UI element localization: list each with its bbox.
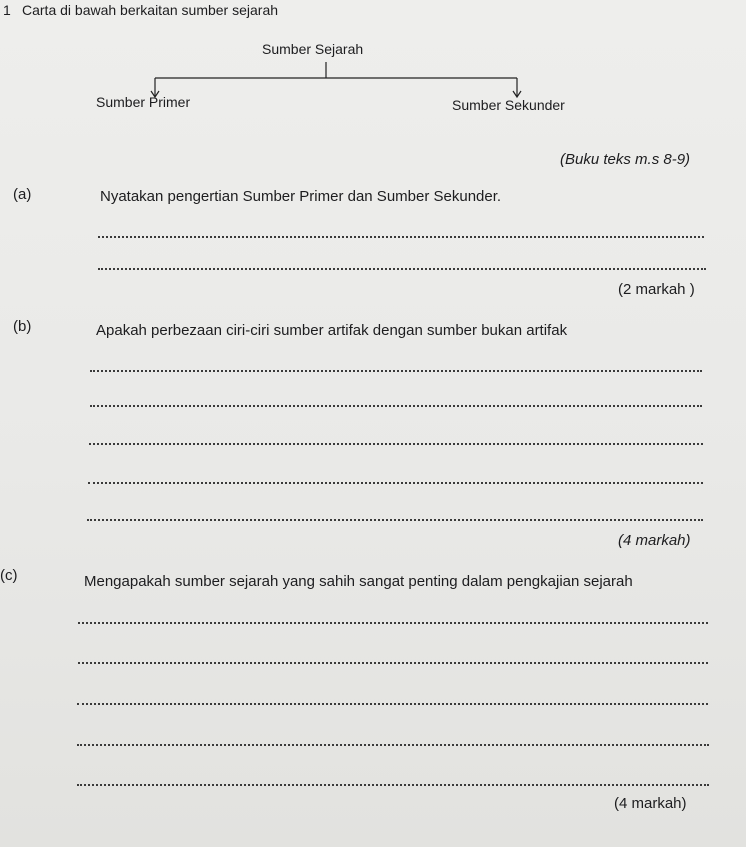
part-a-question: Nyatakan pengertian Sumber Primer dan Sumber Sekunder.	[100, 188, 502, 205]
part-c-answer-line[interactable]	[77, 744, 709, 746]
part-c-answer-line[interactable]	[77, 703, 708, 705]
textbook-reference: (Buku teks m.s 8-9)	[560, 151, 691, 168]
part-b-answer-line[interactable]	[88, 482, 703, 484]
part-b-answer-line[interactable]	[89, 443, 703, 445]
part-c-answer-line[interactable]	[78, 662, 708, 664]
part-a-label: (a)	[13, 186, 32, 203]
part-a-marks: (2 markah )	[618, 281, 695, 298]
hierarchy-diagram	[0, 0, 746, 140]
question-instruction: Carta di bawah berkaitan sumber sejarah	[22, 2, 279, 18]
diagram-left-label: Sumber Primer	[96, 94, 191, 110]
question-number: 1	[3, 2, 11, 18]
part-b-answer-line[interactable]	[87, 519, 703, 521]
part-c-question: Mengapakah sumber sejarah yang sahih sangat penting dalam pengkajian sejarah	[84, 573, 633, 590]
part-b-answer-line[interactable]	[90, 405, 702, 407]
diagram-root-label: Sumber Sejarah	[262, 41, 364, 57]
part-b-marks: (4 markah)	[618, 532, 691, 549]
part-c-answer-line[interactable]	[77, 784, 709, 786]
part-a-answer-line[interactable]	[98, 268, 706, 270]
diagram-right-label: Sumber Sekunder	[452, 97, 565, 113]
part-b-question: Apakah perbezaan ciri-ciri sumber artifak dengan sumber bukan artifak	[96, 322, 568, 339]
part-b-answer-line[interactable]	[90, 370, 702, 372]
part-b-label: (b)	[13, 318, 32, 335]
part-c-answer-line[interactable]	[78, 622, 708, 624]
part-c-marks: (4 markah)	[614, 795, 687, 812]
part-c-label: (c)	[0, 567, 18, 584]
part-a-answer-line[interactable]	[98, 236, 704, 238]
